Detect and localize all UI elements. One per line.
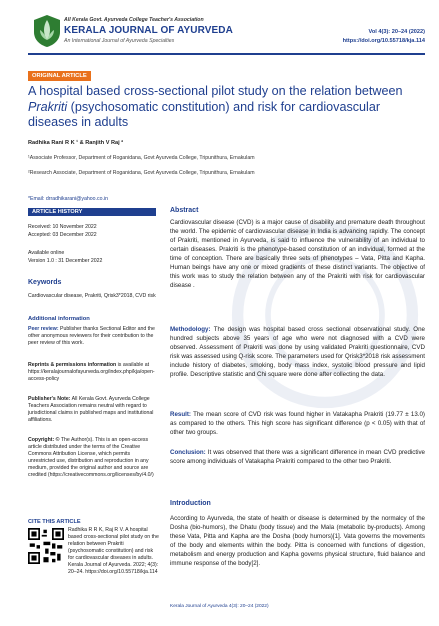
journal-title: KERALA JOURNAL OF AYURVEDA [64,25,233,36]
page-footer: Kerala Journal of Ayurveda 4(3): 20–24 (2022) [170,604,269,609]
authors: Radhika Rani R K ¹ & Ranjith V Raj ² [28,140,124,146]
association-name: All Kerala Govt. Ayurveda College Teacher's Association [64,17,204,23]
copyright-note [28,437,156,479]
publisher-note [28,396,156,424]
volume-info: Vol 4(3): 20–24 (2022) [368,29,425,35]
keywords-heading: Keywords [28,279,62,286]
article-title [28,84,423,131]
result-paragraph [170,410,425,437]
introduction-heading: Introduction [170,500,211,507]
additional-info-heading: Additional information [28,316,90,322]
affiliation-1: ¹Associate Professor, Department of Roganidana, Govt Ayurveda College, Tripunithura, Ernakulam [28,155,255,161]
publisher-note-text: All Kerala Govt. Ayurveda College Teachers Association remains neutral with regard to jurisdictional claims in published maps and institutional affiliations. [28,396,154,423]
cite-heading: CITE THIS ARTICLE [28,519,81,525]
header-divider [28,53,425,55]
version-info: Version 1.0 : 31 December 2022 [28,258,103,264]
title-italic: Prakriti [28,99,68,114]
citation-text: Radhika R R K, Raj R V. A hospital based cross-sectional pilot study on the relation between Prakriti (psychosomatic constitution) and risk for cardiovascular diseases in adults. Kerala Journal of Ayurveda. 2022; 4(3): 20–24. https://doi.org/10.55718/kja.114 [68,527,159,575]
abstract-heading: Abstract [170,207,199,214]
journal-logo [32,14,62,48]
doi-link[interactable]: https://doi.org/10.55718/kja.114 [342,38,425,44]
accepted-date: Accepted: 03 December 2022 [28,232,97,238]
conclusion-text: It was observed that there was a significant difference in mean CVD predictive score among individuals of Vatakapha Prakriti compared to the other two Prakriti. [170,449,425,465]
title-part-2: (psychosomatic constitution) and risk for cardiovascular diseases in adults [28,99,381,129]
methodology-text: The design was hospital based cross sectional observational study. One hundred subjects above 35 years of age who were not diagnosed with a CVD were observed. Assessment of Prakriti was done by using validated Prakriti questionnaire, CVD risk was assessed using Q-risk score. The parameters used for Qrisk3*2018 risk assessment include history of diabetes, smoking, body mass index, systolic blood pressure and lipid profile. Descriptive statistic and Chi square were done after collecting the data. [170,326,425,378]
title-part-1: A hospital based cross-sectional pilot study on the relation between [28,84,403,98]
reprints-text[interactable]: is available at https://keralajournalofayurveda.org/index.php/kja/open-access-policy [28,362,155,382]
article-history-header: ARTICLE HISTORY [28,208,156,216]
peer-review-note [28,326,156,347]
qr-code-icon[interactable] [28,528,64,564]
article-type-tag: ORIGINAL ARTICLE [28,71,91,81]
reprints-note [28,362,156,383]
publisher-note-label: Publisher's Note: [28,396,71,402]
author-email[interactable]: *Email: drradhikarani@yahoo.co.in [28,196,108,202]
keywords-list: Cardiovascular disease, Prakriti, Qrisk3*2018, CVD risk [28,293,156,299]
result-text: The mean score of CVD risk was found higher in Vatakapha Prakriti (19.77 ± 13.0) as compared to the others. This high score has significant difference (p < 0.05) with that of other two groups. [170,411,425,436]
peer-review-text: Publisher thanks Sectional Editor and the other anonymous reviewers for their contribution to the peer review of this work. [28,326,155,346]
result-label: Result: [170,411,191,418]
received-date: Received: 10 November 2022 [28,224,97,230]
copyright-label: Copyright: © [28,437,60,443]
peer-review-label: Peer review: [28,326,59,332]
reprints-label: Reprints & permissions information [28,362,117,368]
copyright-text: The Author(s). This is an open-access article distributed under the terms of the Creative Commons Attribution License, which permits unrestricted use, distribution and reproduction in any medium, provided the original author and source are credited (https://creativecommons.org/licenses/by/4.0/) [28,437,154,478]
affiliation-2: ²Research Associate, Department of Roganidana, Govt Ayurveda College, Tripunithura, Ernakulam [28,170,255,176]
methodology-label: Methodology: [170,326,211,333]
conclusion-label: Conclusion: [170,449,206,456]
journal-subtitle: An International Journal of Ayurveda Specialties [64,38,175,44]
available-online: Available online [28,250,65,256]
introduction-text: According to Ayurveda, the state of health or disease is determined by the normalcy of the Dosha (bio-humors), the Dhatu (body tissue) and the Mala (metabolic by-products). Among these Vata, Pitta and Kapha are the Dosha (body humors)[1]. Vata governs the movements of the body and elements within the body. Pitta is concerned with functions of digestion, metabolism and energy production and Kapha governs physical structure, fluid balance and immune response of the body[2]. [170,515,425,567]
methodology-paragraph [170,325,425,379]
abstract-paragraph: Cardiovascular disease (CVD) is a major cause of disability and premature death throughout the world. The epidemic of cardiovascular disease in India is advancing rapidly. The concept of Prakriti, mentioned in Ayurveda, is said to influence the vulnerability of an individual to certain diseases. Prakriti is the phenotype-based constitution of an individual, formed at the time of conception. There are basically three sets of phenotypes – Vata, Pitta and Kapha. Human beings have any one or mixed gradients of these distinct variants. The objective of this work was to study the relation between any of the Prakriti with risk for cardiovascular disease . [170,219,425,289]
conclusion-paragraph [170,448,425,466]
